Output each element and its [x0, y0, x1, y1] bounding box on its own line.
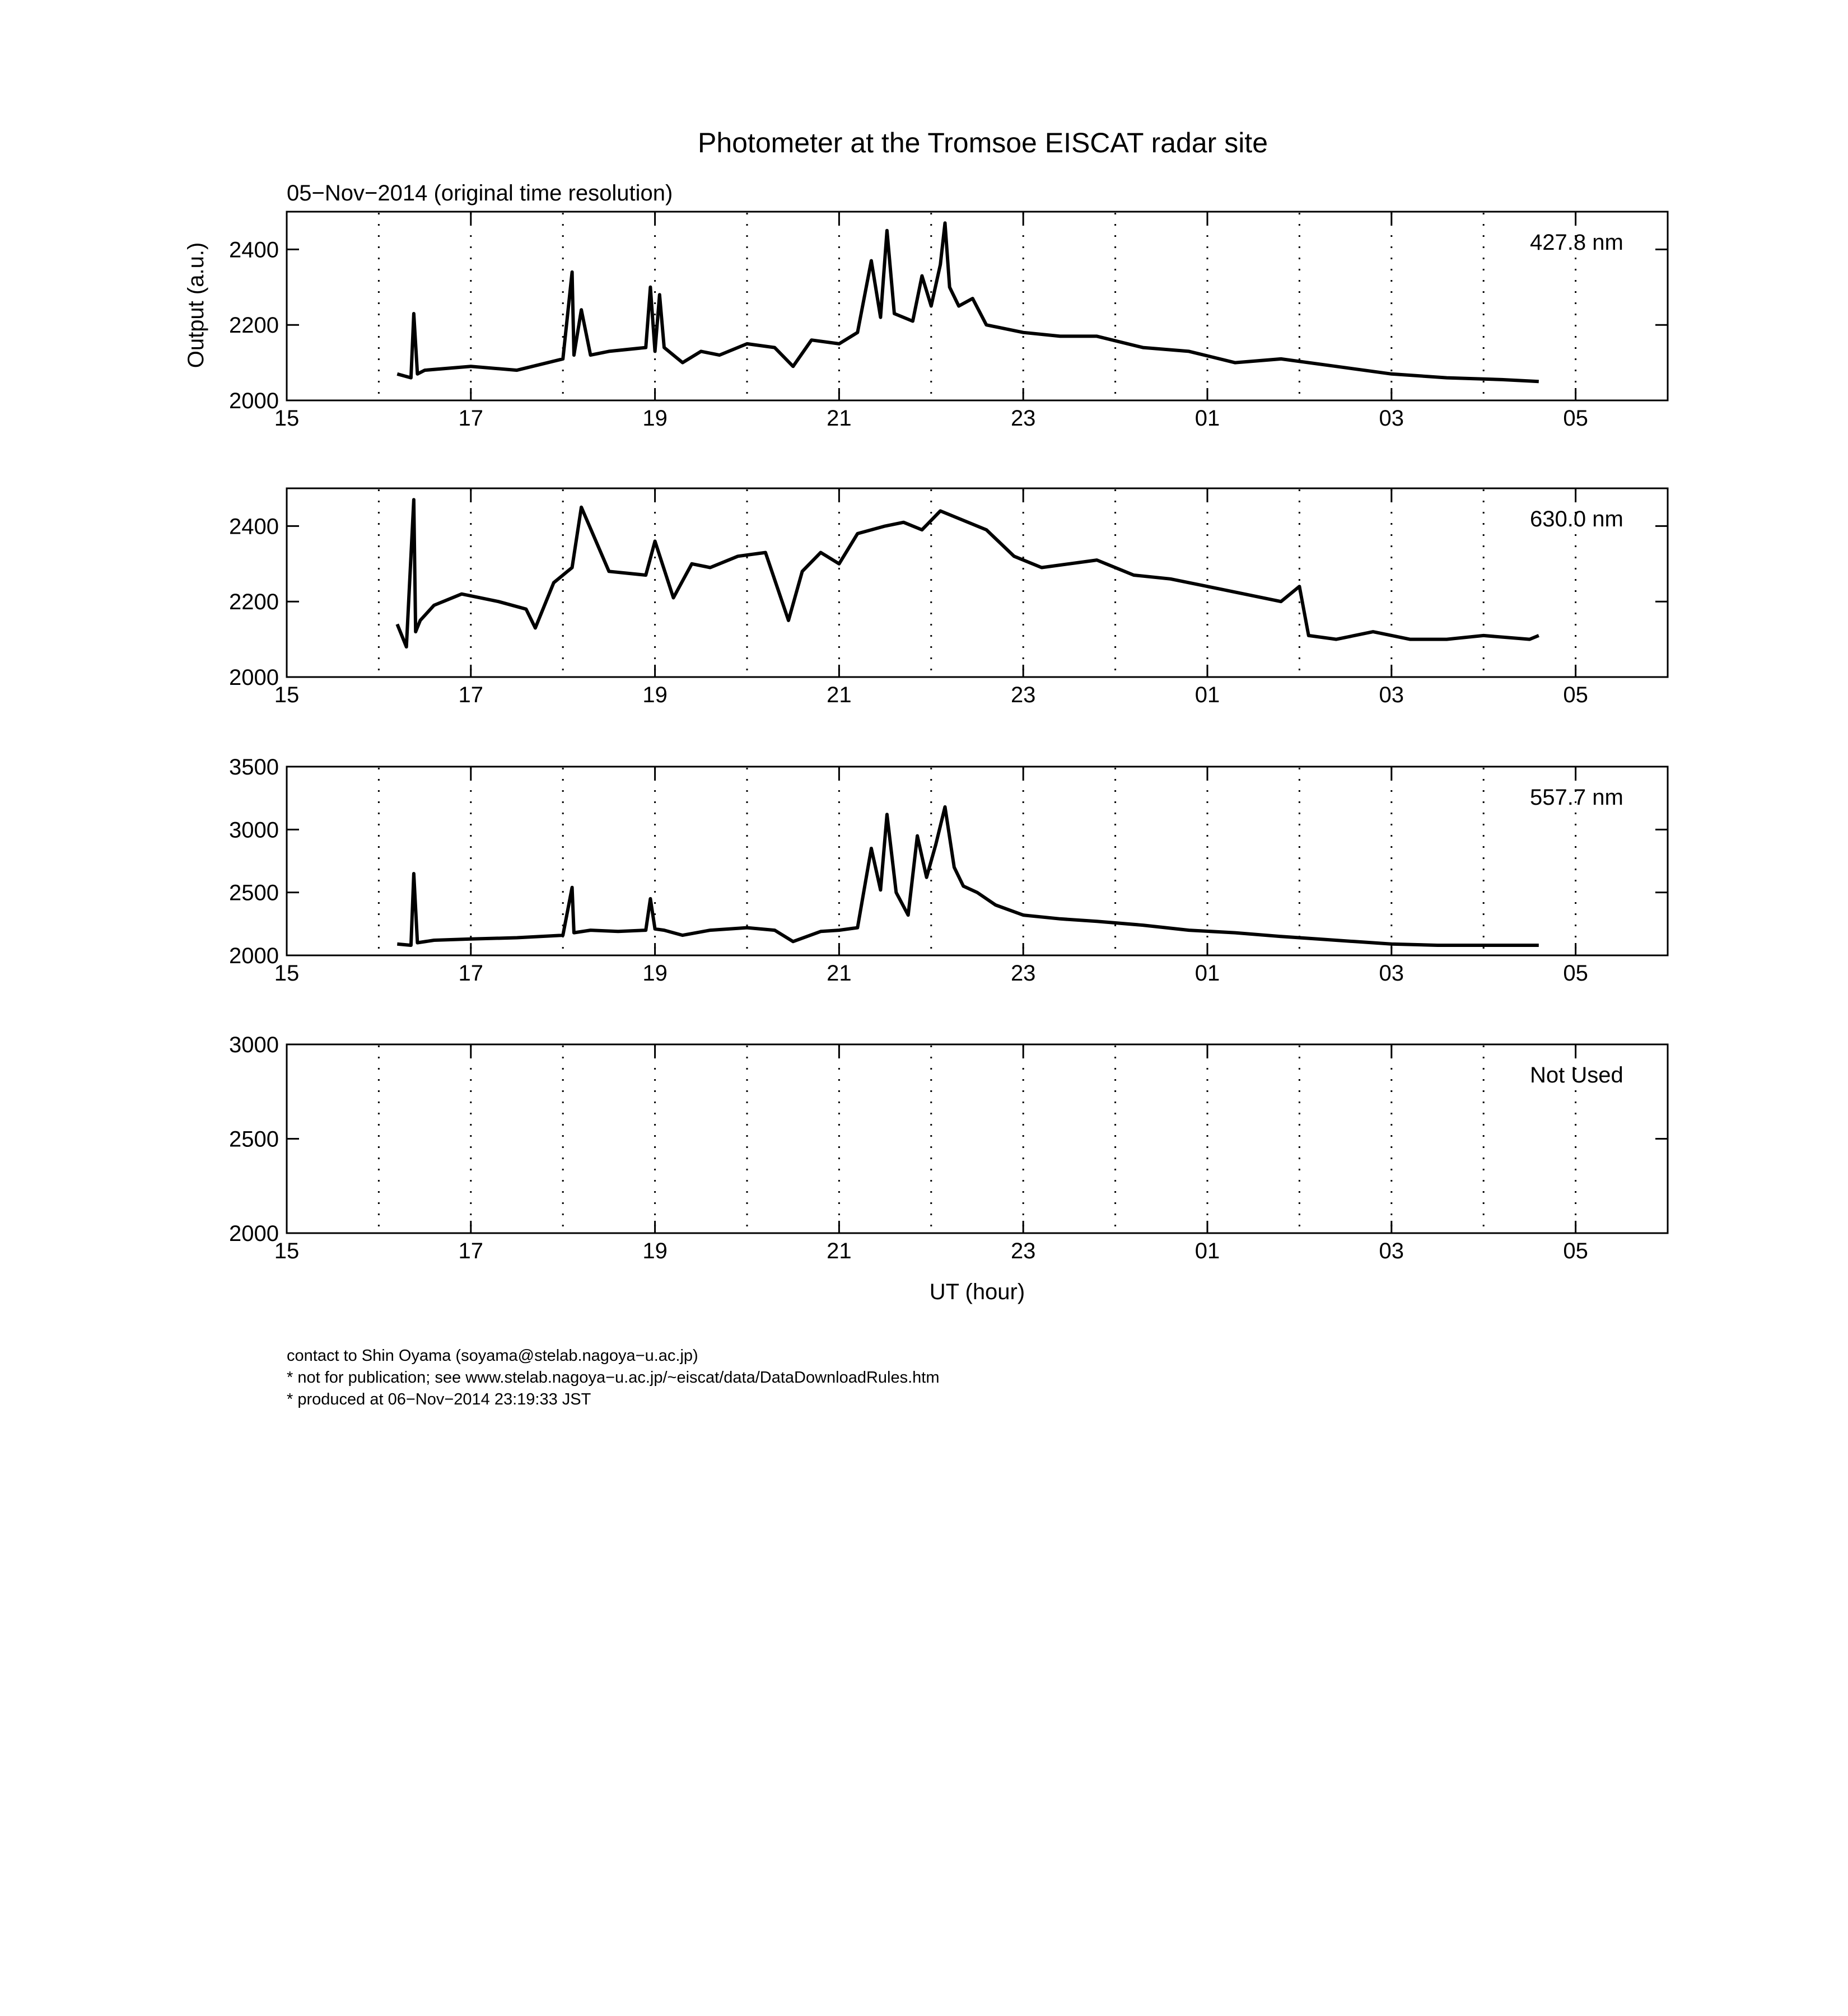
- x-tick-label: 17: [458, 961, 484, 986]
- chart-panel-4: [229, 1033, 1668, 1263]
- footer-contact: contact to Shin Oyama (soyama@stelab.nagoya−u.ac.jp): [287, 1347, 698, 1365]
- x-tick-label: 23: [1010, 406, 1036, 431]
- x-tick-label: 15: [274, 1239, 300, 1263]
- figure-subtitle: 05−Nov−2014 (original time resolution): [287, 181, 673, 206]
- y-tick-label: 2400: [229, 237, 279, 263]
- plot-frame: [287, 488, 1668, 677]
- y-tick-label: 2200: [229, 313, 279, 338]
- x-tick-label: 23: [1010, 683, 1036, 707]
- channel-label: 557.7 nm: [1530, 785, 1623, 810]
- chart-panel-3: [229, 755, 1668, 986]
- x-tick-label: 01: [1194, 683, 1220, 707]
- x-tick-label: 17: [458, 406, 484, 431]
- chart-panel-1: [229, 212, 1668, 431]
- channel-label: 427.8 nm: [1530, 230, 1623, 255]
- x-tick-label: 15: [274, 683, 300, 707]
- y-tick-label: 2000: [229, 1221, 279, 1246]
- plot-frame: [287, 767, 1668, 955]
- series-line: [397, 223, 1539, 381]
- y-tick-label: 3000: [229, 818, 279, 843]
- x-tick-label: 03: [1379, 406, 1404, 431]
- series-line: [397, 807, 1539, 945]
- channel-label: Not Used: [1530, 1063, 1623, 1088]
- x-tick-label: 03: [1379, 683, 1404, 707]
- y-tick-label: 2000: [229, 944, 279, 968]
- x-tick-label: 21: [827, 683, 852, 707]
- y-tick-label: 2500: [229, 880, 279, 906]
- y-tick-label: 2200: [229, 590, 279, 615]
- x-tick-label: 05: [1563, 1239, 1588, 1263]
- y-tick-label: 3000: [229, 1033, 279, 1057]
- x-tick-label: 21: [827, 961, 852, 986]
- x-tick-label: 03: [1379, 1239, 1404, 1263]
- x-axis-label: UT (hour): [929, 1280, 1025, 1304]
- x-tick-label: 05: [1563, 961, 1588, 986]
- x-tick-label: 01: [1194, 961, 1220, 986]
- y-tick-label: 3500: [229, 755, 279, 780]
- x-tick-label: 23: [1010, 1239, 1036, 1263]
- x-tick-label: 19: [642, 406, 668, 431]
- footer-produced-at: * produced at 06−Nov−2014 23:19:33 JST: [287, 1390, 591, 1408]
- x-tick-label: 19: [642, 683, 668, 707]
- x-tick-label: 19: [642, 1239, 668, 1263]
- footer-publication-note: * not for publication; see www.stelab.nagoya−u.ac.jp/~eiscat/data/DataDownloadRules.htm: [287, 1369, 940, 1387]
- channel-label: 630.0 nm: [1530, 507, 1623, 531]
- series-line: [397, 500, 1539, 647]
- x-tick-label: 15: [274, 406, 300, 431]
- x-tick-label: 17: [458, 1239, 484, 1263]
- footer-notes: [287, 1345, 940, 1411]
- x-tick-label: 17: [458, 683, 484, 707]
- x-tick-label: 03: [1379, 961, 1404, 986]
- y-tick-label: 2400: [229, 514, 279, 539]
- x-tick-label: 19: [642, 961, 668, 986]
- x-tick-label: 21: [827, 1239, 852, 1263]
- y-tick-label: 2000: [229, 389, 279, 413]
- y-axis-label: Output (a.u.): [184, 242, 208, 368]
- x-tick-label: 05: [1563, 406, 1588, 431]
- chart-panel-2: [229, 488, 1668, 707]
- x-tick-label: 05: [1563, 683, 1588, 707]
- y-tick-label: 2000: [229, 665, 279, 690]
- chart-panels: [229, 212, 1668, 1263]
- x-tick-label: 01: [1194, 1239, 1220, 1263]
- x-tick-label: 15: [274, 961, 300, 986]
- x-tick-label: 01: [1194, 406, 1220, 431]
- x-tick-label: 21: [827, 406, 852, 431]
- figure-title: Photometer at the Tromsoe EISCAT radar site: [697, 127, 1268, 158]
- plot-frame: [287, 1044, 1668, 1233]
- x-tick-label: 23: [1010, 961, 1036, 986]
- y-tick-label: 2500: [229, 1127, 279, 1152]
